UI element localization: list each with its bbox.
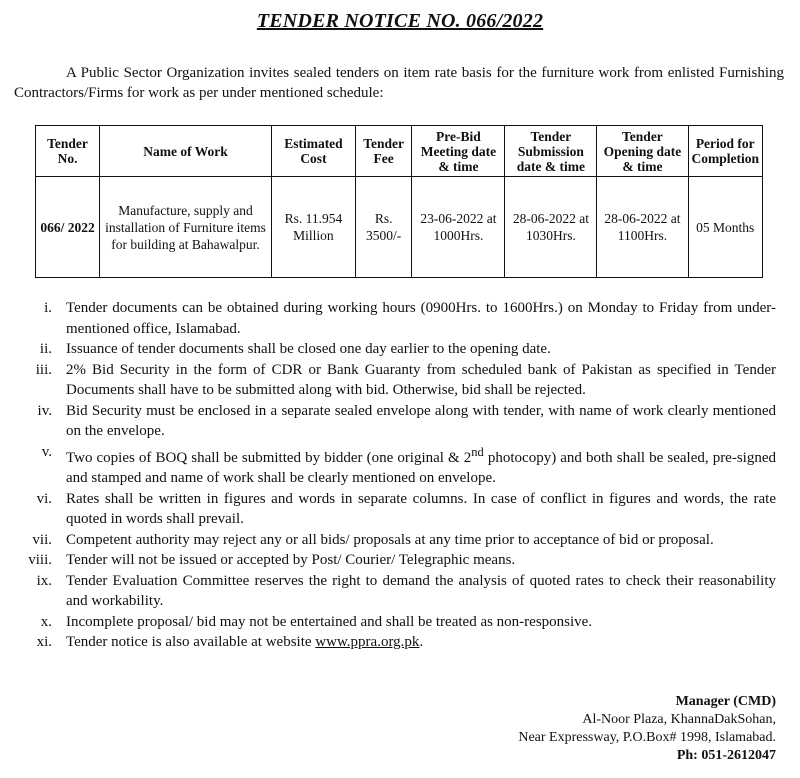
phone-number: Ph: 051-2612047 [676,748,776,763]
item-text-suffix: . [419,634,424,650]
item-text-part-b: photocopy) and both shall be sealed, pre-signed and stamped and name of work shall be clearly mentioned on envelope. [66,449,776,486]
item-text: Bid Security must be enclosed in a separate sealed envelope along with tender, with name of work clearly mentioned on the envelope. [66,402,776,439]
list-item [14,632,776,653]
item-text: 2% Bid Security in the form of CDR or Bank Guaranty from scheduled bank of Pakistan as specified in Tender Documents shall have to be submitted along with bid. Otherwise, bid shall be rejected. [66,361,776,398]
item-text: Tender Evaluation Committee reserves the right to demand the analysis of quoted rates to check their reasonability and workability. [66,572,776,609]
header-opening: Tender Opening date & time [597,126,688,177]
terms-list [14,298,776,653]
item-number: x. [40,613,52,630]
designation: Manager (CMD) [675,694,776,709]
cell-opening: 28-06-2022 at 1100Hrs. [597,177,688,278]
item-text-prefix: Tender notice is also available at website [66,634,316,650]
notice-title: TENDER NOTICE NO. 066/2022 [256,10,544,32]
header-tender-no: Tender No. [36,126,100,177]
ordinal-suffix: nd [471,444,484,459]
list-item [14,401,776,442]
header-tender-fee: Tender Fee [355,126,412,177]
item-text: Competent authority may reject any or all bids/ proposals at any time prior to acceptance of bid or proposal. [66,531,714,548]
header-pre-bid: Pre-Bid Meeting date & time [412,126,505,177]
item-number: xi. [36,634,52,650]
list-item [14,298,776,339]
cell-estimated-cost: Rs. 11.954 Million [271,177,355,278]
item-number: vii. [32,531,52,548]
item-number: viii. [28,552,52,568]
list-item [14,339,776,360]
item-text: Rates shall be written in figures and words in separate columns. In case of conflict in figures and words, the rate quoted in words shall prevail. [66,490,776,527]
item-number: iv. [37,402,52,419]
item-text: Incomplete proposal/ bid may not be entertained and shall be treated as non-responsive. [66,613,593,630]
item-number: vi. [36,490,52,507]
item-number: v. [41,443,52,460]
item-text: Tender will not be issued or accepted by Post/ Courier/ Telegraphic means. [66,552,516,568]
address-line-1: Al-Noor Plaza, KhannaDakSohan, [582,712,776,727]
item-number: ix. [36,572,52,589]
item-text: Issuance of tender documents shall be closed one day earlier to the opening date. [66,341,551,357]
address-line-2: Near Expressway, P.O.Box# 1998, Islamabad. [518,730,776,745]
table-row [36,177,763,278]
header-name-of-work: Name of Work [100,126,272,177]
list-item [14,571,776,612]
list-item [14,530,776,551]
table-header-row [36,126,763,177]
item-text: Tender documents can be obtained during working hours (0900Hrs. to 1600Hrs.) on Monday to Friday from under- mentioned office, Islamabad. [66,300,776,337]
header-submission: Tender Submission date & time [505,126,597,177]
tender-schedule-table [35,125,763,278]
list-item [14,442,776,489]
cell-submission: 28-06-2022 at 1030Hrs. [505,177,597,278]
website-link[interactable]: www.ppra.org.pk [315,634,420,650]
signature-block [518,693,776,765]
cell-tender-fee: Rs. 3500/- [355,177,412,278]
cell-pre-bid: 23-06-2022 at 1000Hrs. [412,177,505,278]
header-period: Period for Completion [688,126,763,177]
intro-text: A Public Sector Organization invites sealed tenders on item rate basis for the furniture work from enlisted Furnishing Contractors/Firms for work as per under mentioned schedule: [14,65,784,101]
cell-name-of-work: Manufacture, supply and installation of Furniture items for building at Bahawalpur. [100,177,272,278]
list-item [14,612,776,633]
item-number: i. [44,300,52,316]
list-item [14,360,776,401]
intro-paragraph [14,63,784,103]
cell-tender-no: 066/ 2022 [36,177,100,278]
cell-period: 05 Months [688,177,763,278]
list-item [14,489,776,530]
item-number: ii. [39,341,52,357]
list-item [14,550,776,571]
item-number: iii. [35,361,52,378]
item-text-part-a: Two copies of BOQ shall be submitted by bidder (one original & 2 [66,449,472,466]
item-text [66,632,776,653]
item-text [66,442,776,489]
header-estimated-cost: Estimated Cost [271,126,355,177]
